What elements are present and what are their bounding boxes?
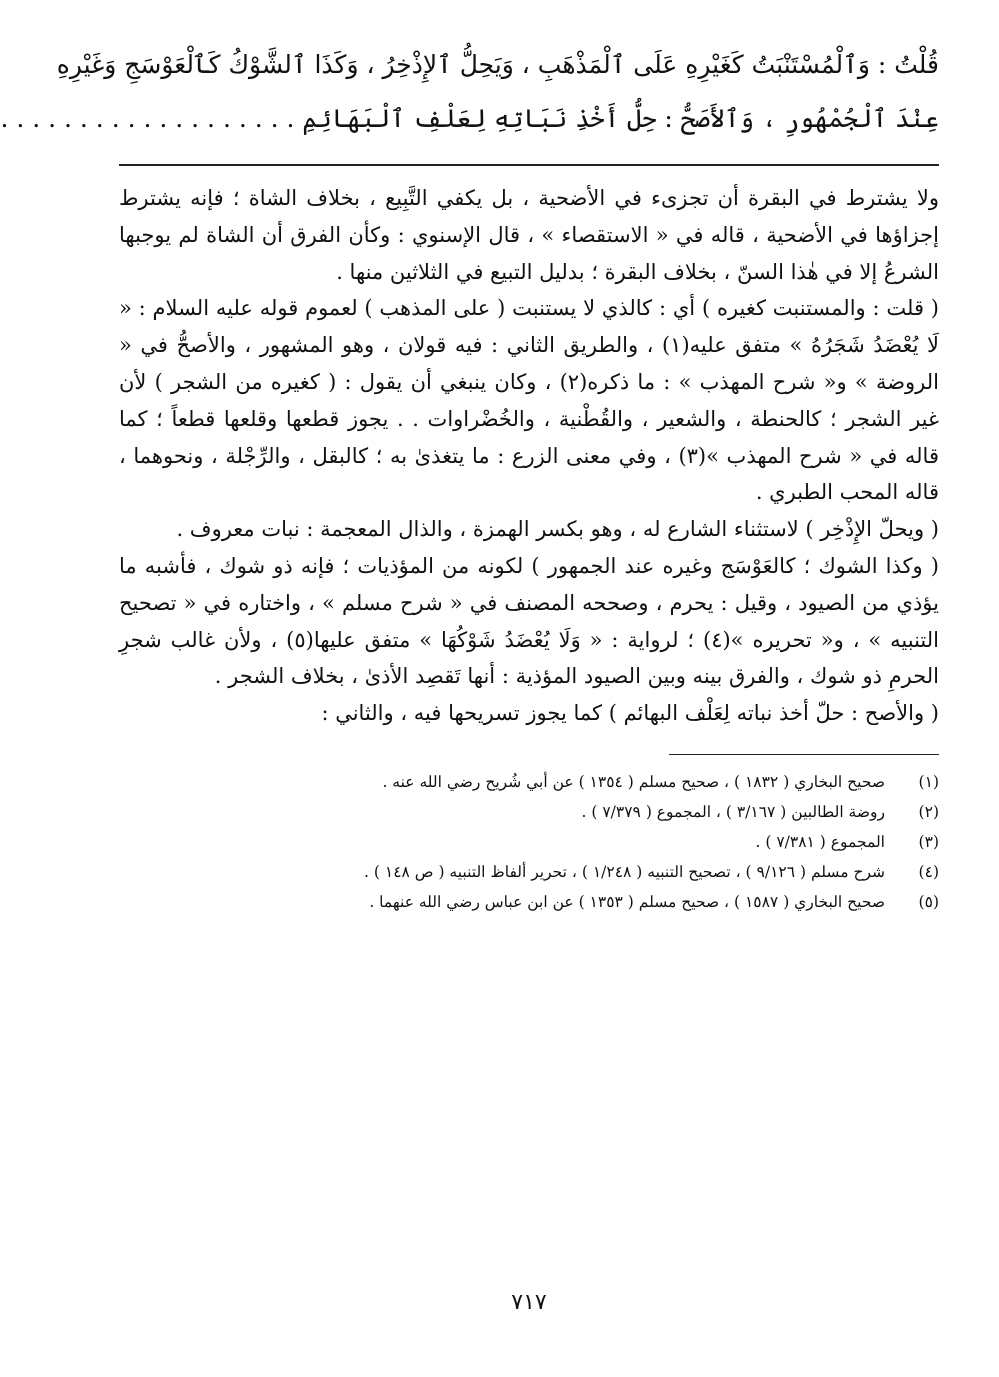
- footnote-number: (٤): [918, 862, 939, 881]
- matn-text: [0, 38, 939, 146]
- footnote: [119, 887, 939, 917]
- matn-line: عِنْدَ ٱلْجُمْهُورِ ، وَٱلأَصَحُّ : حِلُّ أَخْذِ نَبَاتِهِ لِعَلْفِ ٱلْبَهَائِمِ . . . . . . . . . . . . . . . . . . .: [0, 104, 939, 133]
- footnote-text: صحيح البخاري ( ١٥٨٧ ) ، صحيح مسلم ( ١٣٥٣ ) عن ابن عباس رضي الله عنهما .: [369, 892, 885, 911]
- footnote-text: المجموع ( ٧/٣٨١ ) .: [755, 832, 885, 851]
- footnote-text: شرح مسلم ( ٩/١٢٦ ) ، تصحيح التنبيه ( ١/٢٤٨ ) ، تحرير ألفاظ التنبيه ( ص ١٤٨ ) .: [364, 862, 885, 881]
- footnote: [119, 767, 939, 797]
- matn-separator: [119, 164, 939, 166]
- footnote-separator: [669, 754, 939, 755]
- matn-line: قُلْتُ : وَٱلْمُسْتَنْبَتُ كَغَيْرِهِ عَلَى ٱلْمَذْهَبِ ، وَيَحِلُّ ٱلإِذْخِرُ ، وَكَذَا ٱلشَّوْكُ كَٱلْعَوْسَجِ وَغَيْرِهِ: [56, 50, 939, 79]
- page-number: ٧١٧: [511, 1290, 547, 1315]
- footnote-number: (٢): [918, 802, 939, 821]
- footnote-number: (١): [918, 772, 939, 791]
- commentary-paragraph: ( والأصح : حلّ أخذ نباته لِعَلْف البهائم ) كما يجوز تسريحها فيه ، والثاني :: [321, 701, 939, 726]
- footnote-text: روضة الطالبين ( ٣/١٦٧ ) ، المجموع ( ٧/٣٧٩ ) .: [581, 802, 885, 821]
- footnote: [119, 857, 939, 887]
- footnote: [119, 797, 939, 827]
- footnote-text: صحيح البخاري ( ١٨٣٢ ) ، صحيح مسلم ( ١٣٥٤ ) عن أبي شُريح رضي الله عنه .: [382, 772, 885, 791]
- footnotes: [119, 767, 939, 917]
- commentary-paragraph: ( قلت : والمستنبت كغيره ) أي : كالذي لا يستنبت ( على المذهب ) لعموم قوله عليه السلام : « لَا يُعْضَدُ شَجَرُهُ » متفق عليه(١) ، والطريق الثاني : فيه قولان ، وهو المشهور ، والأصحُّ في « الروضة » و« شرح المهذب » : ما ذكره(٢) ، وكان ينبغي أن يقول : ( كغيره من الشجر ) لأن غير الشجر ؛ كالحنطة ، والشعير ، والقُطْنية ، والخُضْراوات . . يجوز قطعها وقلعها قطعاً ؛ كما قاله في « شرح المهذب »(٣) ، وفي معنى الزرع : ما يتغذىٰ به ؛ كالبقل ، والرِّجْلة ، ونحوهما ، قاله المحب الطبري .: [119, 296, 939, 505]
- commentary-paragraph: ( وكذا الشوك ؛ كالعَوْسَج وغيره عند الجمهور ) لكونه من المؤذيات ؛ فإنه ذو شوك ، فأشبه ما يؤذي من الصيود ، وقيل : يحرم ، وصححه المصنف في « شرح مسلم » ، واختاره في « تصحيح التنبيه » ، و« تحريره »(٤) ؛ لرواية : « وَلَا يُعْضَدُ شَوْكُهَا » متفق عليها(٥) ، ولأن غالب شجرِ الحرمِ ذو شوك ، والفرق بينه وبين الصيود المؤذية : أنها تَقصِد الأذىٰ ، بخلاف الشجر .: [119, 553, 940, 689]
- footnote-number: (٥): [918, 892, 939, 911]
- commentary-paragraph: ( ويحلّ الإِذْخِر ) لاستثناء الشارع له ، وهو بكسر الهمزة ، والذال المعجمة : نبات معروف .: [176, 517, 939, 542]
- commentary: [119, 180, 939, 732]
- footnote: [119, 827, 939, 857]
- page: [0, 38, 940, 917]
- commentary-paragraph: ولا يشترط في البقرة أن تجزىء في الأضحية ، بل يكفي التَّبِيع ، بخلاف الشاة ؛ فإنه يشترط إجزاؤها في الأضحية ، قاله في « الاستقصاء » ، قال الإسنوي : وكأن الفرق أن الشاة لم يوجبها الشرعُ إلا في هٰذا السنّ ، بخلاف البقرة ؛ بدليل التبيع في الثلاثين منها .: [119, 186, 939, 284]
- footnote-number: (٣): [918, 832, 939, 851]
